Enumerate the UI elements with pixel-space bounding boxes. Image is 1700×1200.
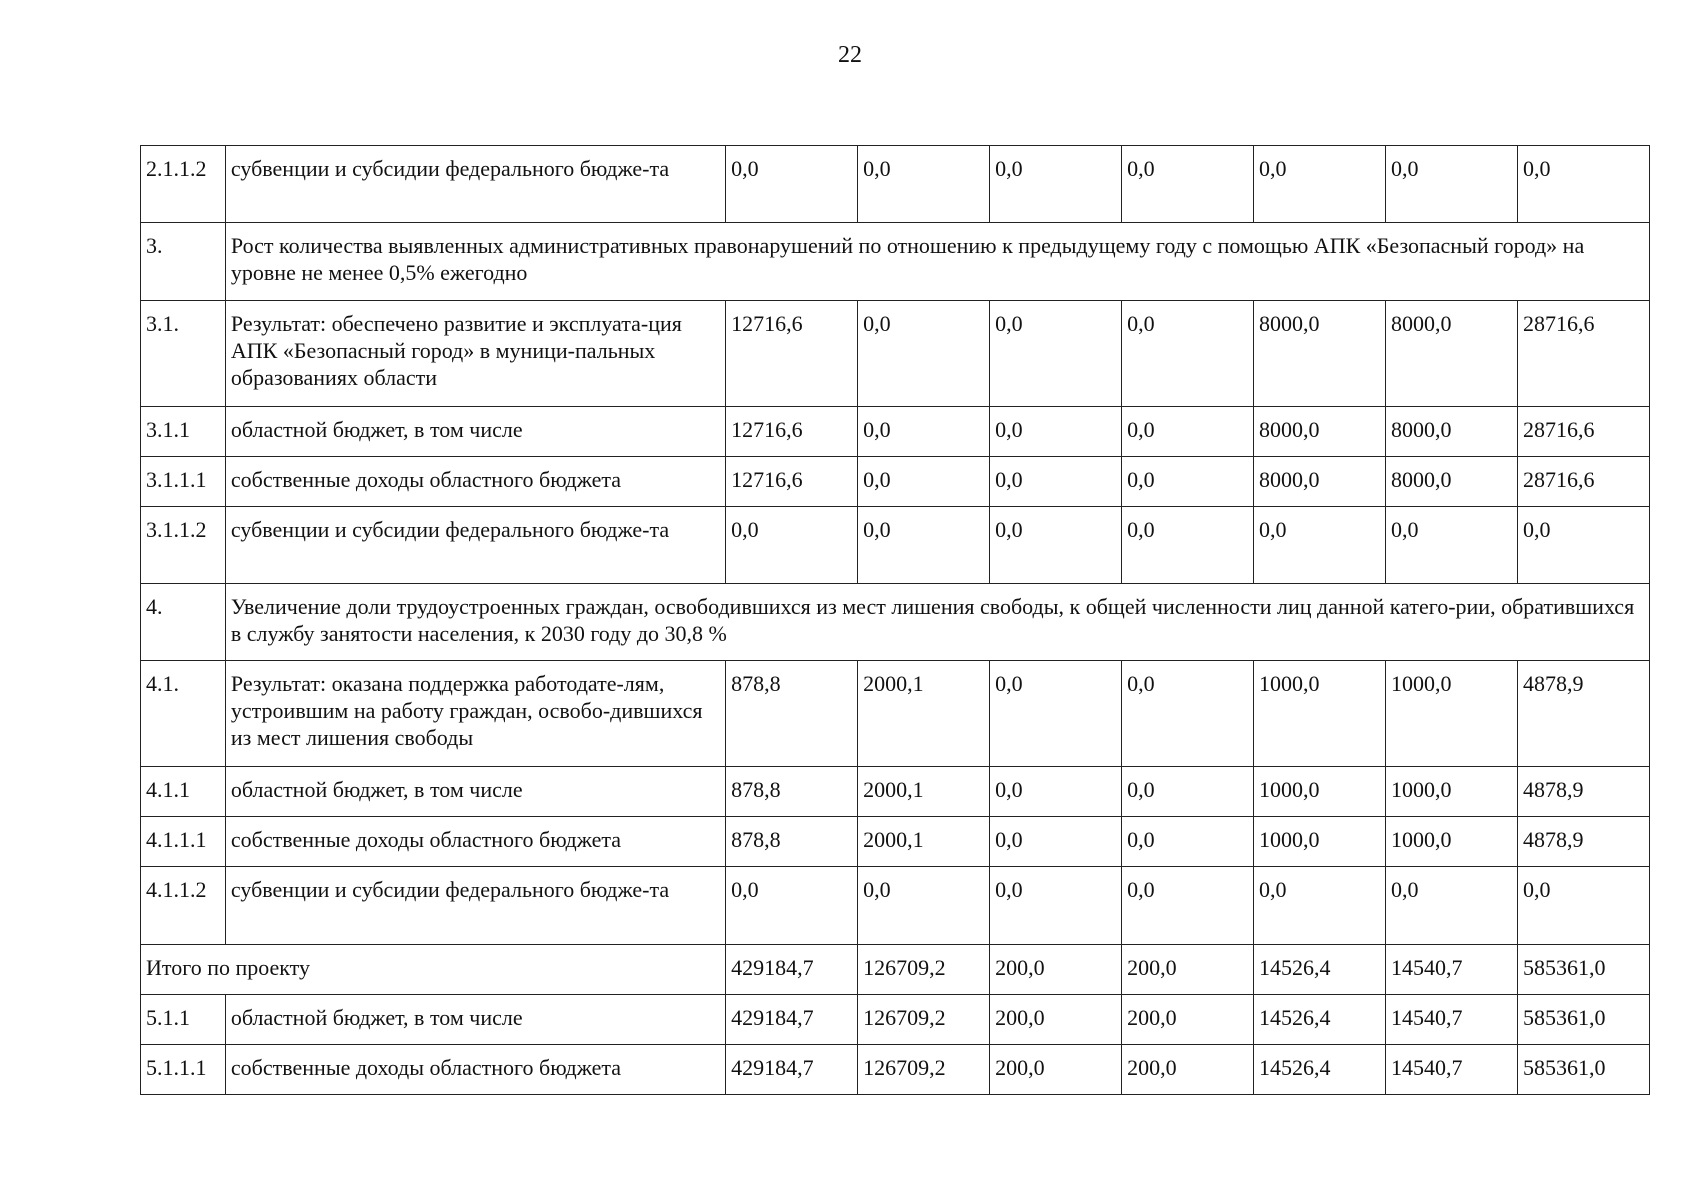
value-cell: 126709,2	[858, 945, 990, 995]
row-code: 4.1.1	[141, 767, 226, 817]
table-row	[141, 867, 1650, 945]
table-row	[141, 457, 1650, 507]
value-cell: 0,0	[1386, 146, 1518, 223]
table-row	[141, 146, 1650, 223]
table-row	[141, 507, 1650, 584]
value-cell: 0,0	[1254, 867, 1386, 945]
value-cell: 0,0	[726, 146, 858, 223]
value-cell: 2000,1	[858, 661, 990, 767]
value-cell: 1000,0	[1254, 817, 1386, 867]
value-cell: 8000,0	[1386, 407, 1518, 457]
value-cell: 2000,1	[858, 817, 990, 867]
value-cell: 0,0	[1122, 661, 1254, 767]
value-cell: 126709,2	[858, 1045, 990, 1095]
row-code: 4.1.1.2	[141, 867, 226, 945]
row-code: 3.	[141, 223, 226, 301]
value-cell: 429184,7	[726, 995, 858, 1045]
value-cell: 0,0	[726, 867, 858, 945]
value-cell: 878,8	[726, 767, 858, 817]
value-cell: 0,0	[1386, 867, 1518, 945]
value-cell: 0,0	[1122, 407, 1254, 457]
value-cell: 200,0	[990, 995, 1122, 1045]
value-cell: 14540,7	[1386, 945, 1518, 995]
value-cell: 0,0	[990, 457, 1122, 507]
row-code: 4.	[141, 584, 226, 661]
value-cell: 0,0	[1122, 767, 1254, 817]
table-row	[141, 1045, 1650, 1095]
value-cell: 878,8	[726, 661, 858, 767]
value-cell: 1000,0	[1386, 817, 1518, 867]
value-cell: 0,0	[1254, 507, 1386, 584]
row-code: 3.1.	[141, 301, 226, 407]
value-cell: 14540,7	[1386, 995, 1518, 1045]
value-cell: 585361,0	[1517, 945, 1649, 995]
value-cell: 200,0	[1122, 945, 1254, 995]
value-cell: 0,0	[1122, 867, 1254, 945]
table-row	[141, 407, 1650, 457]
value-cell: 200,0	[990, 945, 1122, 995]
value-cell: 126709,2	[858, 995, 990, 1045]
value-cell: 28716,6	[1517, 301, 1649, 407]
row-code: 5.1.1	[141, 995, 226, 1045]
row-code: 3.1.1.1	[141, 457, 226, 507]
value-cell: 0,0	[1122, 301, 1254, 407]
value-cell: 429184,7	[726, 945, 858, 995]
budget-table	[140, 145, 1650, 1095]
value-cell: 0,0	[1122, 507, 1254, 584]
row-code: 4.1.	[141, 661, 226, 767]
row-code: 5.1.1.1	[141, 1045, 226, 1095]
row-name: областной бюджет, в том числе	[225, 767, 725, 817]
value-cell: 200,0	[1122, 1045, 1254, 1095]
value-cell: 0,0	[990, 867, 1122, 945]
value-cell: 0,0	[1122, 146, 1254, 223]
value-cell: 14526,4	[1254, 945, 1386, 995]
value-cell: 585361,0	[1517, 995, 1649, 1045]
value-cell: 8000,0	[1386, 457, 1518, 507]
row-name: Результат: оказана поддержка работодате-лям, устроившим на работу граждан, освобо-дившихся из мест лишения свободы	[225, 661, 725, 767]
value-cell: 8000,0	[1386, 301, 1518, 407]
value-cell: 0,0	[1386, 507, 1518, 584]
value-cell: 1000,0	[1386, 767, 1518, 817]
value-cell: 1000,0	[1386, 661, 1518, 767]
row-name: субвенции и субсидии федерального бюдже-та	[225, 507, 725, 584]
row-code: 2.1.1.2	[141, 146, 226, 223]
value-cell: 200,0	[990, 1045, 1122, 1095]
value-cell: 12716,6	[726, 457, 858, 507]
value-cell: 0,0	[858, 457, 990, 507]
task-row	[141, 584, 1650, 661]
value-cell: 4878,9	[1517, 767, 1649, 817]
value-cell: 0,0	[1254, 146, 1386, 223]
value-cell: 0,0	[1122, 817, 1254, 867]
value-cell: 0,0	[990, 146, 1122, 223]
value-cell: 0,0	[1517, 146, 1649, 223]
value-cell: 0,0	[990, 817, 1122, 867]
value-cell: 8000,0	[1254, 457, 1386, 507]
value-cell: 0,0	[858, 301, 990, 407]
table-row	[141, 661, 1650, 767]
value-cell: 0,0	[990, 767, 1122, 817]
value-cell: 14540,7	[1386, 1045, 1518, 1095]
value-cell: 12716,6	[726, 407, 858, 457]
value-cell: 0,0	[990, 661, 1122, 767]
value-cell: 0,0	[858, 407, 990, 457]
value-cell: 0,0	[1122, 457, 1254, 507]
value-cell: 0,0	[990, 407, 1122, 457]
row-name: собственные доходы областного бюджета	[225, 817, 725, 867]
task-text: Увеличение доли трудоустроенных граждан, освободившихся из мест лишения свободы, к общей численности лиц данной катего-рии, обратившихся в службу занятости населения, к 2030 году до 30,8 %	[225, 584, 1649, 661]
value-cell: 4878,9	[1517, 817, 1649, 867]
task-text: Рост количества выявленных административных правонарушений по отношению к предыдущему году с помощью АПК «Безопасный город» на уровне не менее 0,5% ежегодно	[225, 223, 1649, 301]
total-label: Итого по проекту	[141, 945, 726, 995]
value-cell: 878,8	[726, 817, 858, 867]
value-cell: 0,0	[990, 301, 1122, 407]
task-row	[141, 223, 1650, 301]
value-cell: 8000,0	[1254, 301, 1386, 407]
page-number: 22	[838, 42, 862, 68]
value-cell: 2000,1	[858, 767, 990, 817]
value-cell: 14526,4	[1254, 995, 1386, 1045]
table-row	[141, 767, 1650, 817]
value-cell: 0,0	[1517, 867, 1649, 945]
value-cell: 1000,0	[1254, 767, 1386, 817]
row-name: субвенции и субсидии федерального бюдже-та	[225, 867, 725, 945]
value-cell: 585361,0	[1517, 1045, 1649, 1095]
row-code: 3.1.1.2	[141, 507, 226, 584]
value-cell: 14526,4	[1254, 1045, 1386, 1095]
value-cell: 429184,7	[726, 1045, 858, 1095]
value-cell: 28716,6	[1517, 407, 1649, 457]
table-row	[141, 995, 1650, 1045]
value-cell: 1000,0	[1254, 661, 1386, 767]
row-name: собственные доходы областного бюджета	[225, 457, 725, 507]
value-cell: 8000,0	[1254, 407, 1386, 457]
table-row	[141, 817, 1650, 867]
row-name: субвенции и субсидии федерального бюдже-та	[225, 146, 725, 223]
budget-table-body	[141, 146, 1650, 1095]
value-cell: 0,0	[858, 867, 990, 945]
total-row	[141, 945, 1650, 995]
value-cell: 200,0	[1122, 995, 1254, 1045]
value-cell: 0,0	[858, 507, 990, 584]
table-row	[141, 301, 1650, 407]
value-cell: 12716,6	[726, 301, 858, 407]
value-cell: 0,0	[1517, 507, 1649, 584]
row-name: Результат: обеспечено развитие и эксплуата-ция АПК «Безопасный город» в муници-пальных образованиях области	[225, 301, 725, 407]
value-cell: 0,0	[726, 507, 858, 584]
row-name: собственные доходы областного бюджета	[225, 1045, 725, 1095]
value-cell: 28716,6	[1517, 457, 1649, 507]
row-name: областной бюджет, в том числе	[225, 995, 725, 1045]
value-cell: 0,0	[858, 146, 990, 223]
row-name: областной бюджет, в том числе	[225, 407, 725, 457]
row-code: 4.1.1.1	[141, 817, 226, 867]
value-cell: 4878,9	[1517, 661, 1649, 767]
value-cell: 0,0	[990, 507, 1122, 584]
row-code: 3.1.1	[141, 407, 226, 457]
